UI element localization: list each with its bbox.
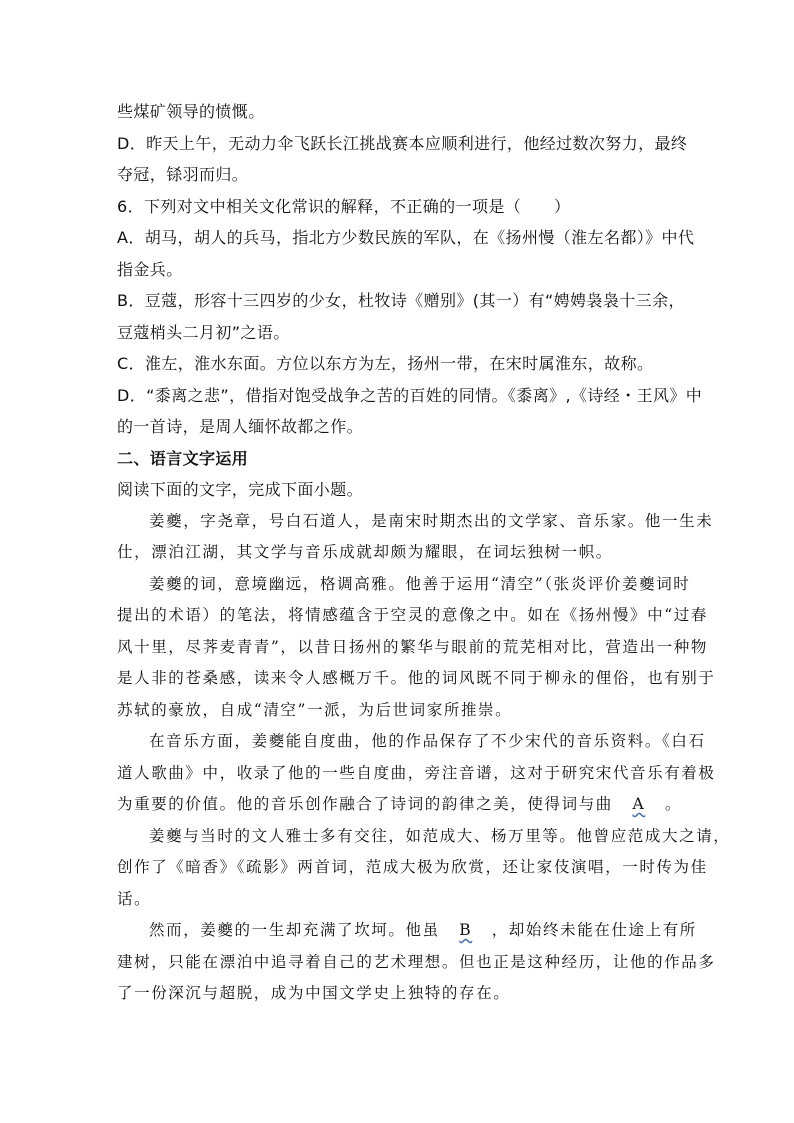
paragraph-line: 建树，只能在漂泊中追寻着自己的艺术理想。但也正是这种经历，让他的作品多 [117,952,716,971]
paragraph-line: 了一份深沉与超脱，成为中国文学史上独特的存在。 [117,984,511,1002]
q6-option-a-line-2: 指金兵。 [117,259,183,279]
document-body [117,96,731,1010]
q6-option-d-line-1: D．“黍离之悲”，借指对饱受战争之苦的百姓的同情。《黍离》,《诗经・王风》中 [117,385,703,405]
option-c-continuation: 些煤矿领导的愤慨。 [117,102,265,121]
option-d-line-2: 夺冠，铩羽而归。 [117,165,249,184]
q6-option-b-line-1: B．豆蔻，形容十三四岁的少女，杜牧诗《赠别》(其一）有“娉娉袅袅十三余， [117,291,685,310]
q6-option-c: C．淮左，淮水东面。方位以东方为左，扬州一带，在宋时属淮东，故称。 [117,354,654,373]
paragraph-line: 是人非的苍桑感，读来令人感概万千。他的词风既不同于柳永的俚俗，也有别于 [117,669,716,687]
q6-option-b-line-2: 豆蔻梢头二月初”之语。 [117,322,290,342]
paragraph-line: 创作了《暗香》《疏影》两首词，范成大极为欣赏，还让家伎演唱，一时传为佳 [117,858,708,876]
passage-paragraph-1 [117,506,714,569]
blank-a: A [632,795,646,813]
paragraph-line: 苏轼的豪放，自成“清空”一派，为后世词家所推崇。 [117,700,513,719]
paragraph-line: 姜夔，字尧章，号白石道人，是南宋时期杰出的文学家、音乐家。他一生未 [149,511,714,530]
paragraph-line: 姜夔与当时的文人雅士多有交往，如范成大、杨万里等。他曾应范成大之请， [149,826,731,845]
reading-instruction: 阅读下面的文字，完成下面小题。 [117,480,364,499]
paragraph-line: 提出的术语）的笔法，将情感蕴含于空灵的意像之中。如在《扬州慢》中“过春 [117,606,708,624]
section-heading: 二、语言文字运用 [117,448,249,468]
passage-paragraph-5 [117,915,716,1010]
passage-paragraph-2 [117,569,716,727]
question-6-stem: 6．下列对文中相关文化常识的解释，不正确的一项是（ ） [117,196,571,216]
paragraph-text: ，却始终未能在仕途上有所 [491,921,697,939]
paragraph-line: 风十里，尽荠麦青青”，以昔日扬州的繁华与眼前的荒芜相对比，营造出一种物 [117,637,708,656]
q6-option-d-line-2: 的一首诗，是周人缅怀故都之作。 [117,417,364,436]
paragraph-line: 道人歌曲》中，收录了他的一些自度曲，旁注音谱，这对于研究宋代音乐有着极 [117,763,716,782]
paragraph-text: 然而，姜夔的一生却充满了坎坷。他虽 [149,921,440,939]
passage-paragraph-4 [117,821,731,916]
passage-paragraph-3 [117,726,716,821]
passage [117,506,731,1010]
paragraph-text: 为重要的价值。他的音乐创作融合了诗词的韵律之美，使得词与曲 [117,795,613,813]
q6-option-a-line-1: A．胡马，胡人的兵马，指北方少数民族的军队，在《扬州慢（淮左名都）》中代 [117,228,695,247]
paragraph-text: 。 [664,795,683,813]
paragraph-line [117,789,689,821]
paragraph-line [117,915,697,947]
blank-b: B [459,921,473,939]
paragraph-line: 在音乐方面，姜夔能自度曲，他的作品保存了不少宋代的音乐资料。《白石 [149,732,706,750]
option-d-line-1: D．昨天上午，无动力伞飞跃长江挑战赛本应顺利进行，他经过数次努力，最终 [117,133,688,153]
paragraph-line: 仕，漂泊江湖，其文学与音乐成就却颇为耀眼，在词坛独树一帜。 [117,543,613,561]
paragraph-line: 话。 [117,889,152,908]
paragraph-line: 姜夔的词，意境幽远，格调高雅。他善于运用“清空”（张炎评价姜夔词时 [149,574,691,593]
